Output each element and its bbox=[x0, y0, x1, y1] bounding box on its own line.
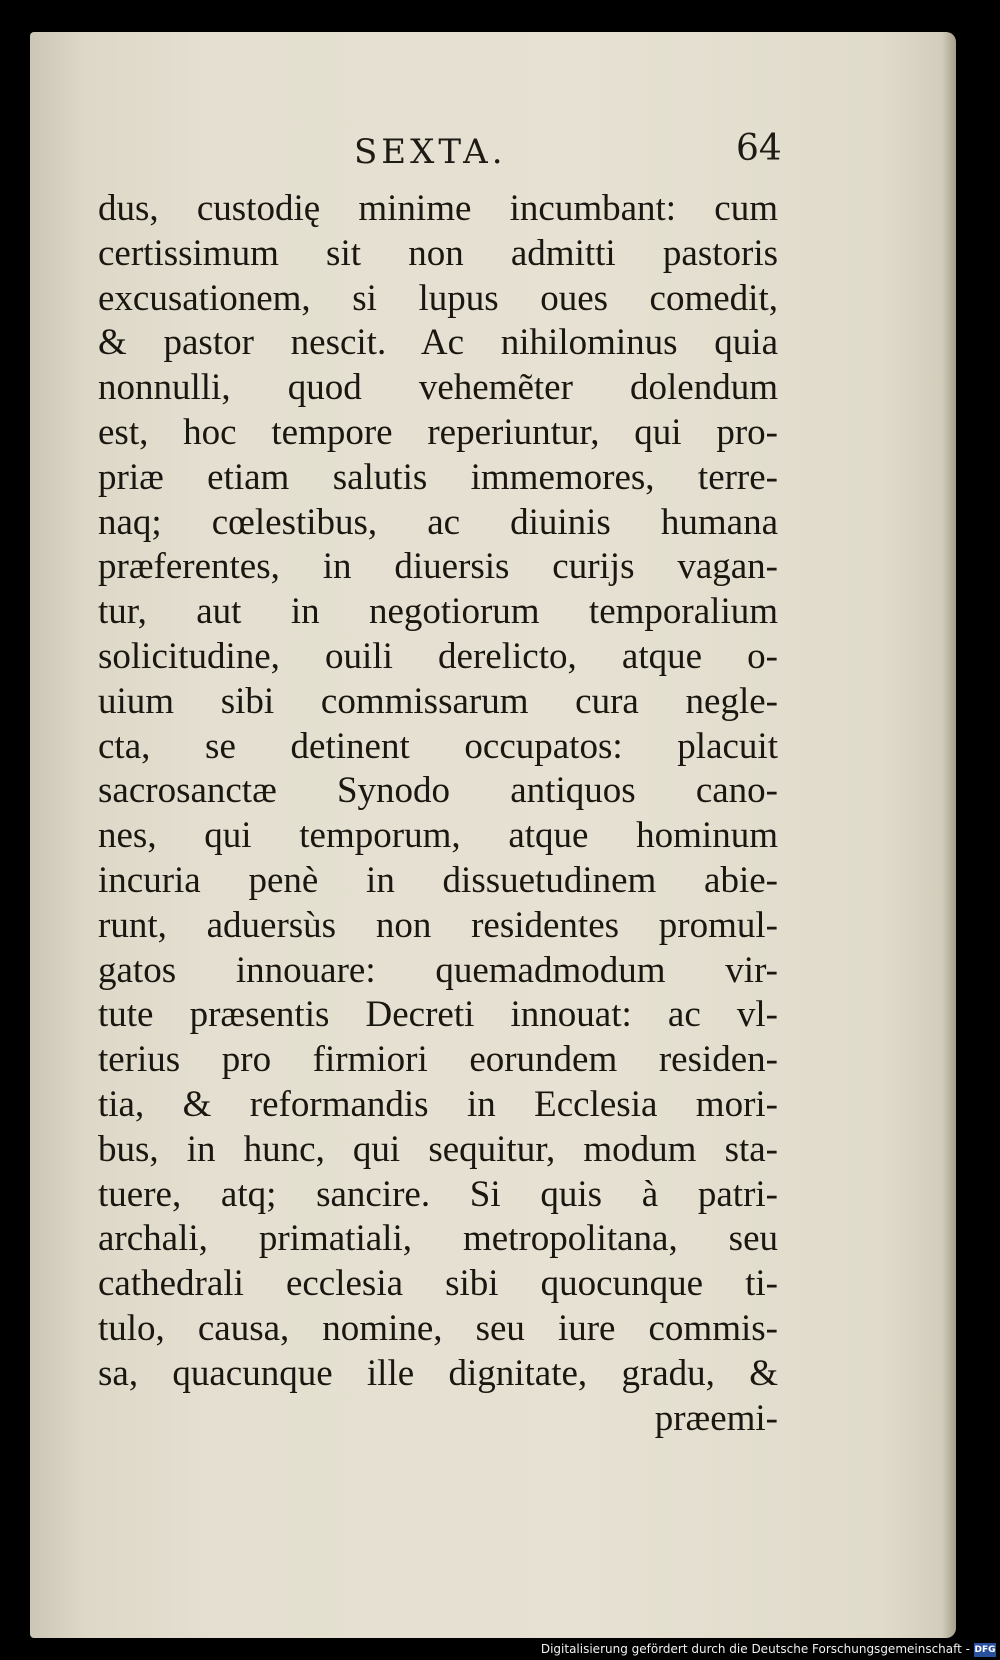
text-line: archali, primatiali, metropolitana, seu bbox=[98, 1218, 778, 1260]
text-line: uium sibi commissarum cura negle- bbox=[98, 680, 778, 722]
text-line: tur, aut in negotiorum temporalium bbox=[98, 591, 778, 633]
text-line: runt, aduersùs non residentes promul- bbox=[98, 904, 778, 946]
text-line: & pastor nescit. Ac nihilominus quia bbox=[98, 322, 778, 364]
text-line: incuria penè in dissuetudinem abie- bbox=[98, 859, 778, 901]
text-line: tute præsentis Decreti innouat: ac vl- bbox=[98, 994, 778, 1036]
text-line: tulo, causa, nomine, seu iure commis- bbox=[98, 1307, 778, 1349]
text-line: solicitudine, ouili derelicto, atque o- bbox=[98, 635, 778, 677]
page-number: 64 bbox=[736, 128, 782, 169]
book-page bbox=[30, 32, 956, 1638]
text-line: cathedrali ecclesia sibi quocunque ti- bbox=[98, 1263, 778, 1305]
text-line: bus, in hunc, qui sequitur, modum sta- bbox=[98, 1128, 778, 1170]
text-line: naq; cœlestibus, ac diuinis humana bbox=[98, 501, 778, 543]
text-line: præferentes, in diuersis curijs vagan- bbox=[98, 546, 778, 588]
text-line: cta, se detinent occupatos: placuit bbox=[98, 725, 778, 767]
text-line: priæ etiam salutis immemores, terre- bbox=[98, 456, 778, 498]
catchword: præemi- bbox=[654, 1397, 778, 1439]
text-line: excusationem, si lupus oues comedit, bbox=[98, 277, 778, 319]
text-line: terius pro firmiori eorundem residen- bbox=[98, 1039, 778, 1081]
text-line: gatos innouare: quemadmodum vir- bbox=[98, 949, 778, 991]
text-line: dus, custodię minime incumbant: cum bbox=[98, 188, 778, 229]
text-line: tia, & reformandis in Ecclesia mori- bbox=[98, 1083, 778, 1125]
running-head: SEXTA. bbox=[354, 132, 507, 172]
footer-credit: Digitalisierung gefördert durch die Deutsche Forschungsgemeinschaft - bbox=[540, 1642, 970, 1656]
text-line: est, hoc tempore reperiuntur, qui pro- bbox=[98, 411, 778, 453]
text-line: sacrosanctæ Synodo antiquos cano- bbox=[98, 770, 778, 812]
text-line: nonnulli, quod vehemẽter dolendum bbox=[98, 367, 778, 409]
dfg-logo-icon: DFG bbox=[974, 1645, 996, 1655]
text-line: sa, quacunque ille dignitate, gradu, & bbox=[98, 1352, 778, 1394]
footer-bar bbox=[0, 1640, 1000, 1660]
text-line: certissimum sit non admitti pastoris bbox=[98, 232, 778, 274]
body-text bbox=[98, 187, 778, 1441]
text-line: nes, qui temporum, atque hominum bbox=[98, 815, 778, 857]
text-line: tuere, atq; sancire. Si quis à patri- bbox=[98, 1173, 778, 1215]
